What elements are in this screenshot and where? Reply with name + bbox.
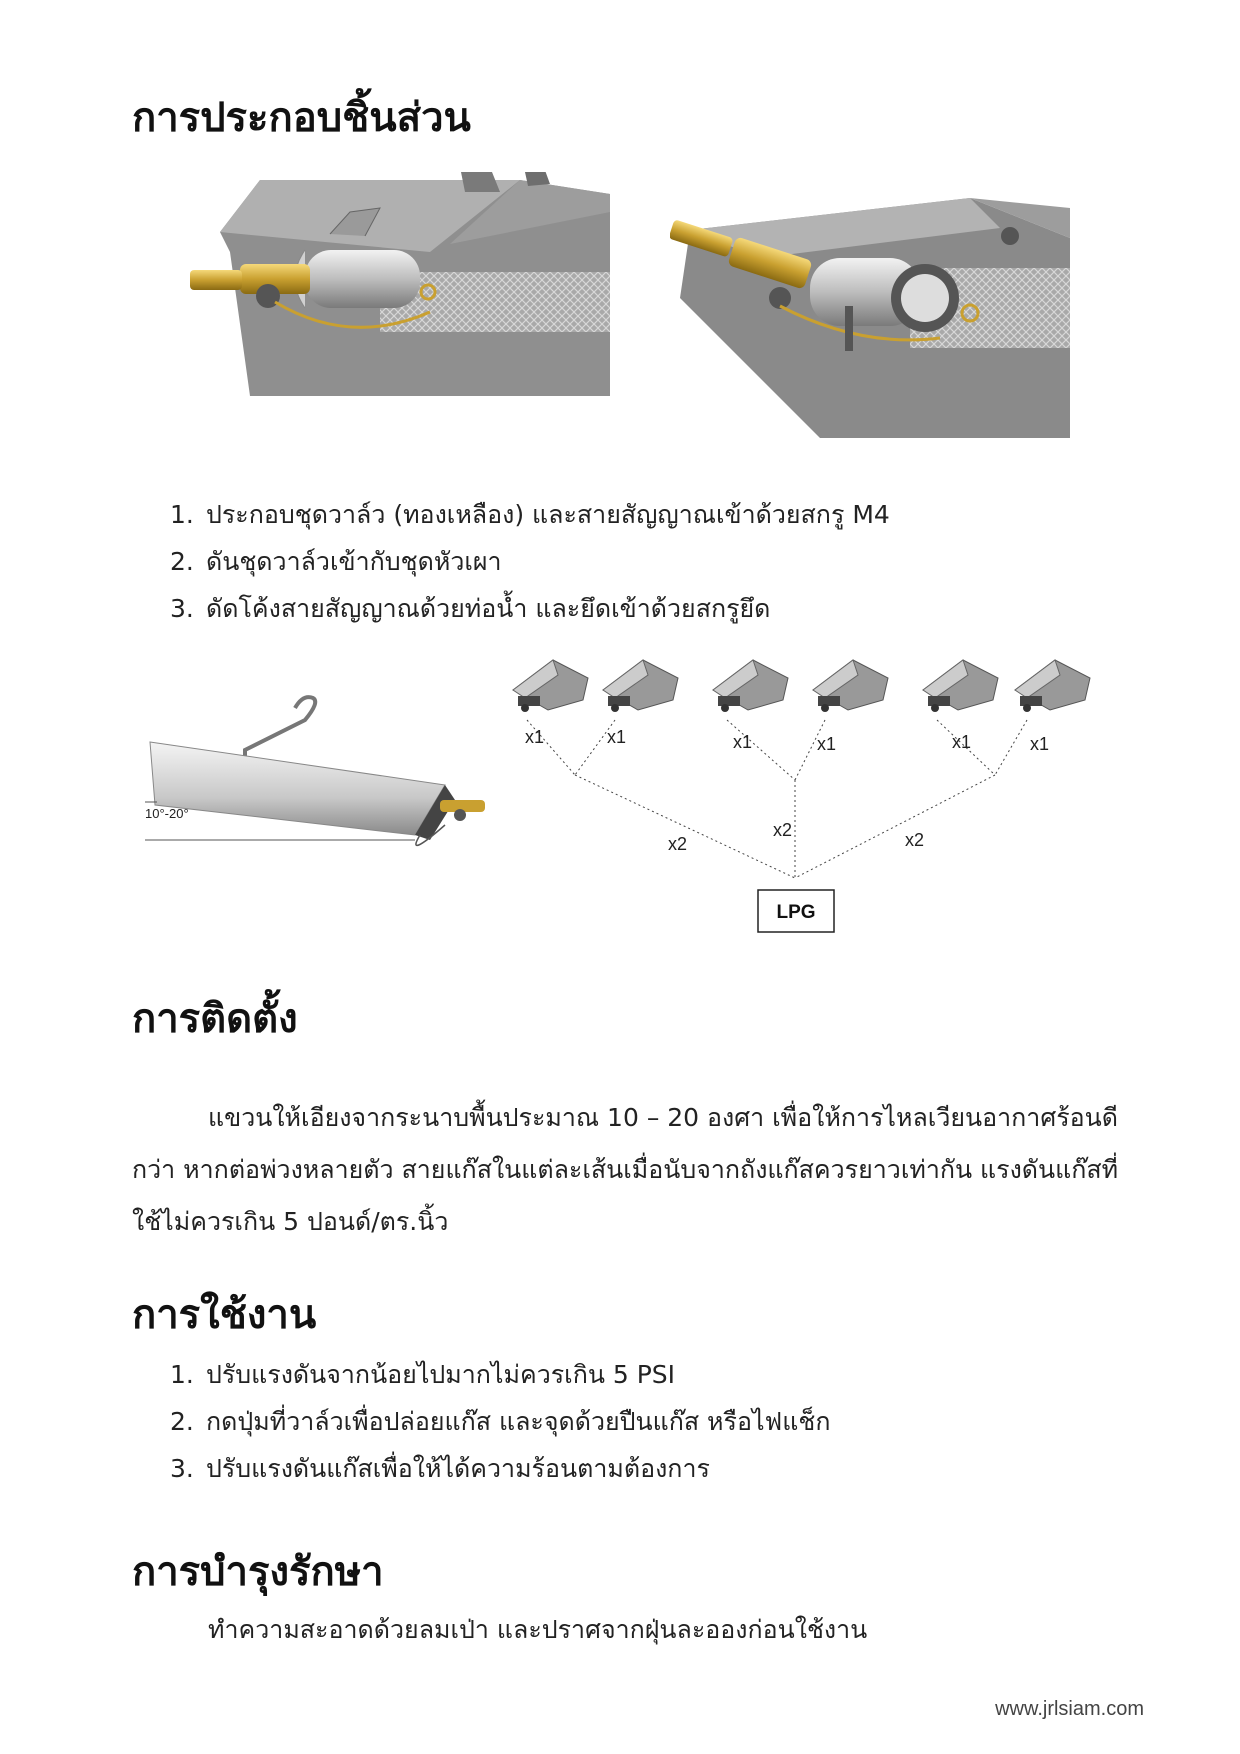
assembly-steps <box>170 491 890 632</box>
section-title-usage: การใช้งาน <box>132 1292 317 1338</box>
list-item: 1. ปรับแรงดันจากน้อยไปมากไม่ควรเกิน 5 PSI <box>170 1360 676 1389</box>
heater-icon <box>813 660 888 712</box>
branch-label: x1 <box>1030 734 1050 754</box>
installation-paragraph: แขวนให้เอียงจากระนาบพื้นประมาณ 10 – 20 องศา เพื่อให้การไหลเวียนอากาศร้อนดีกว่า หากต่อพ่วงหลายตัว สายแก๊สในแต่ละเส้นเมื่อนับจากถังแก๊สควรยาวเท่ากัน แรงดันแก๊สที่ใช้ไม่ควรเกิน 5 ปอนด์/ตร.นิ้ว <box>132 1103 1119 1236</box>
list-item: 1. ประกอบชุดวาล์ว (ทองเหลือง) และสายสัญญาณเข้าด้วยสกรู M4 <box>170 500 890 529</box>
assembly-illustration-2 <box>670 188 1070 438</box>
branch-label: x1 <box>733 732 753 752</box>
maintenance-paragraph: ทำความสะอาดด้วยลมเป่า และปราศจากฝุ่นละอองก่อนใช้งาน <box>208 1615 868 1644</box>
assembly-illustration-1 <box>190 172 610 402</box>
section-title-assembly: การประกอบชิ้นส่วน <box>132 95 471 141</box>
branch-label: x1 <box>817 734 837 754</box>
list-item: 3. ดัดโค้งสายสัญญาณด้วยท่อน้ำ และยึดเข้าด้วยสกรูยึด <box>170 594 771 623</box>
list-item: 2. ดันชุดวาล์วเข้ากับชุดหัวเผา <box>170 547 502 576</box>
heater-icon <box>513 660 588 712</box>
footer-website: www.jrlsiam.com <box>995 1698 1144 1720</box>
heater-icon <box>713 660 788 712</box>
angle-label: 10°-20° <box>145 806 189 821</box>
gas-distribution-diagram <box>505 650 1115 940</box>
branch-label: x1 <box>525 727 545 747</box>
heater-icon <box>1015 660 1090 712</box>
branch-label: x1 <box>607 727 627 747</box>
trunk-label: x2 <box>773 820 793 840</box>
usage-steps <box>170 1351 830 1492</box>
section-title-maintenance: การบำรุงรักษา <box>132 1549 384 1595</box>
trunk-label: x2 <box>905 830 925 850</box>
heater-tilt-illustration <box>145 690 515 855</box>
branch-label: x1 <box>952 732 972 752</box>
lpg-label: LPG <box>776 902 816 923</box>
trunk-label: x2 <box>668 834 688 854</box>
list-item: 2. กดปุ่มที่วาล์วเพื่อปล่อยแก๊ส และจุดด้วยปืนแก๊ส หรือไฟแช็ก <box>170 1407 831 1436</box>
heater-icon <box>923 660 998 712</box>
list-item: 3. ปรับแรงดันแก๊สเพื่อให้ได้ความร้อนตามต้องการ <box>170 1454 710 1483</box>
heater-icon <box>603 660 678 712</box>
section-title-installation: การติดตั้ง <box>132 996 298 1042</box>
